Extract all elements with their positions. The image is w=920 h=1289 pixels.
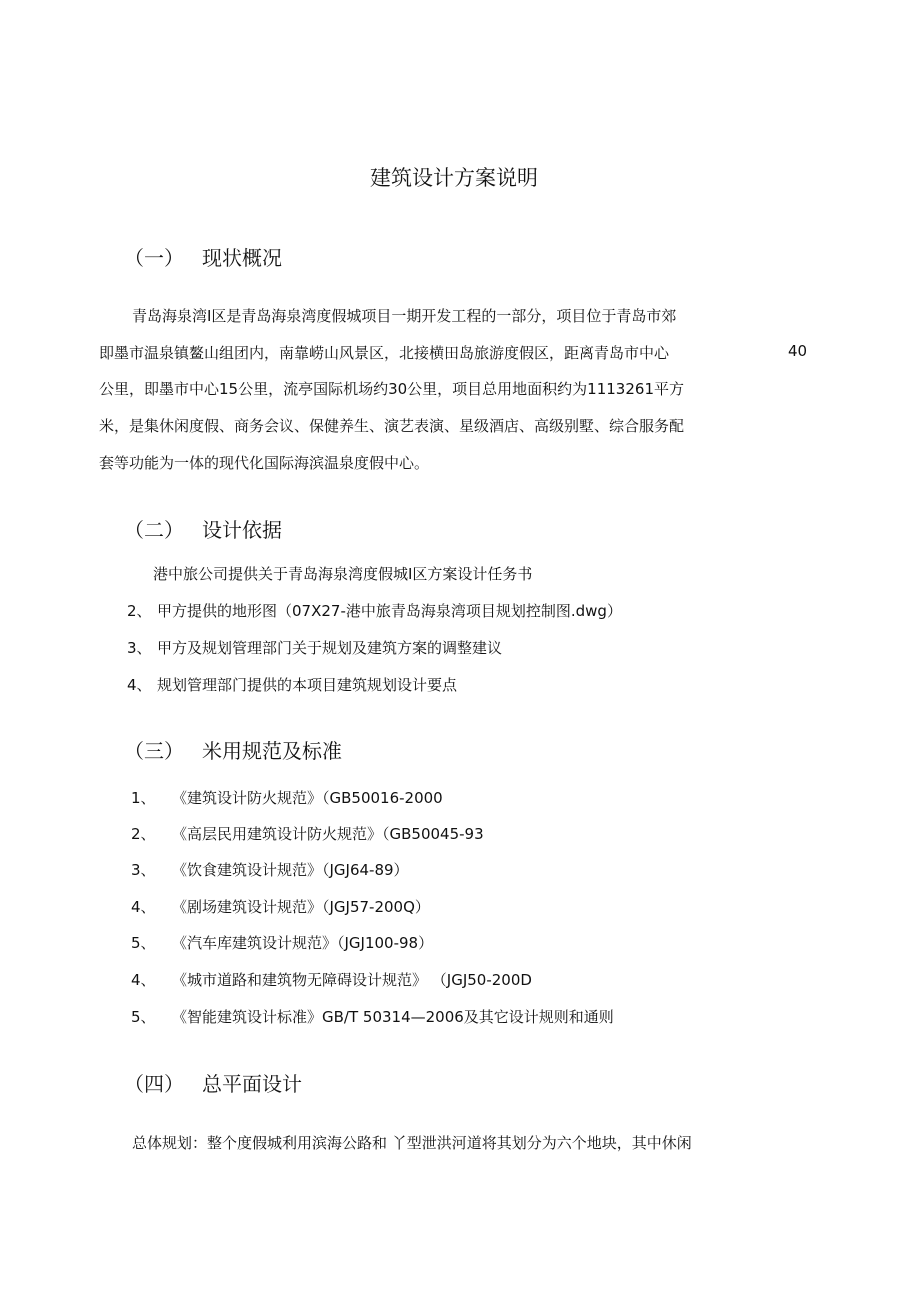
section-1-detached-number: 40 xyxy=(788,342,808,360)
section-1-paragraph-line: 公里，即墨市中心15公里，流亭国际机场约30公里，项目总用地面积约为1113261平方 xyxy=(99,380,684,398)
standard-item-text: 《建筑设计防火规范》（GB50016-2000 xyxy=(172,789,443,807)
document-title: 建筑设计方案说明 xyxy=(370,166,538,190)
basis-item-text: 港中旅公司提供关于青岛海泉湾度假城Ⅰ区方案设计任务书 xyxy=(153,565,533,583)
section-4-paragraph-line: 总体规划：整个度假城利用滨海公路和 丫型泄洪河道将其划分为六个地块，其中休闲 xyxy=(132,1134,692,1152)
standard-item-text: 《高层民用建筑设计防火规范》（GB50045-93 xyxy=(172,825,484,843)
standard-item-text: 《汽车库建筑设计规范》（JGJ100-98） xyxy=(172,934,434,952)
standard-item-text: 《智能建筑设计标准》GB/T 50314—2006及其它设计规则和通则 xyxy=(172,1008,614,1026)
standard-item-text: 《剧场建筑设计规范》（JGJ57-200Q） xyxy=(172,898,430,916)
section-3-heading: 米用规范及标准 xyxy=(202,739,342,763)
section-1-paragraph-line: 米，是集休闲度假、商务会议、保健养生、演艺表演、星级酒店、高级别墅、综合服务配 xyxy=(99,417,685,435)
basis-item-text: 甲方提供的地形图（07X27-港中旅青岛海泉湾项目规划控制图.dwg） xyxy=(157,602,622,620)
standard-item-index: 4、 xyxy=(131,971,156,989)
basis-item-index: 2、 xyxy=(127,602,152,620)
section-1-paragraph-line: 即墨市温泉镇鳌山组团内，南靠崂山风景区，北接横田岛旅游度假区，距离青岛市中心 xyxy=(99,344,670,362)
section-1-paragraph-line: 青岛海泉湾Ⅰ区是青岛海泉湾度假城项目一期开发工程的一部分，项目位于青岛市郊 xyxy=(132,307,677,325)
standard-item-text: 《饮食建筑设计规范》（JGJ64-89） xyxy=(172,861,409,879)
section-1-paragraph-line: 套等功能为一体的现代化国际海滨温泉度假中心。 xyxy=(99,454,430,472)
standard-item-index: 5、 xyxy=(131,934,156,952)
basis-item-index: 3、 xyxy=(127,639,152,657)
standard-item-index: 2、 xyxy=(131,825,156,843)
section-1-number: （一） xyxy=(124,246,184,270)
section-2-number: （二） xyxy=(124,518,184,542)
section-4-number: （四） xyxy=(124,1072,184,1096)
basis-item-index: 4、 xyxy=(127,676,152,694)
standard-item-index: 1、 xyxy=(131,789,156,807)
standard-item-text: 《城市道路和建筑物无障碍设计规范》 （JGJ50-200D xyxy=(172,971,532,989)
section-3-number: （三） xyxy=(124,739,184,763)
standard-item-index: 4、 xyxy=(131,898,156,916)
basis-item-text: 甲方及规划管理部门关于规划及建筑方案的调整建议 xyxy=(157,639,503,657)
section-2-heading: 设计依据 xyxy=(202,518,282,542)
section-1-heading: 现状概况 xyxy=(202,246,282,270)
standard-item-index: 5、 xyxy=(131,1008,156,1026)
section-4-heading: 总平面设计 xyxy=(202,1072,302,1096)
basis-item-text: 规划管理部门提供的本项目建筑规划设计要点 xyxy=(157,676,458,694)
standard-item-index: 3、 xyxy=(131,861,156,879)
